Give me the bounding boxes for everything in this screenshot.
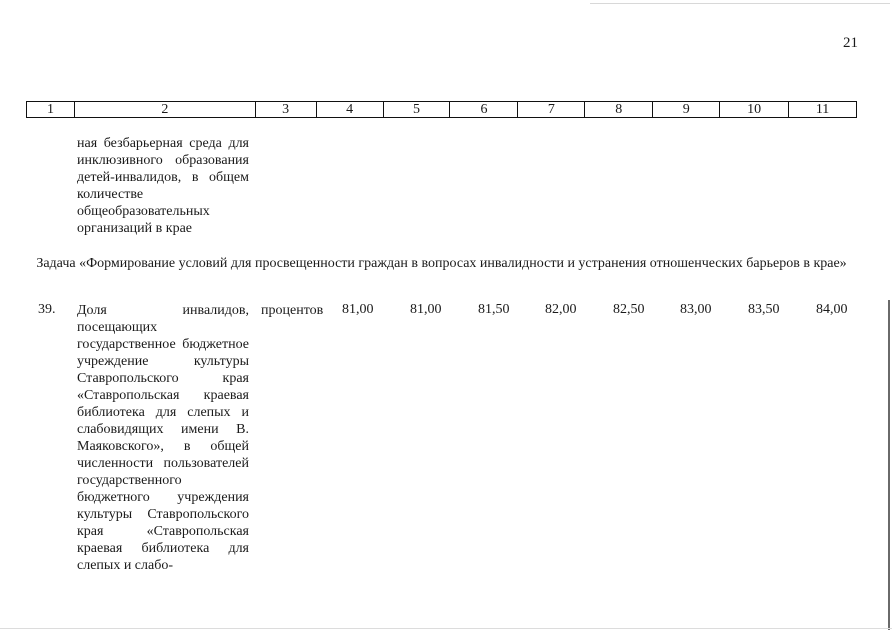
bottom-edge-line [0, 628, 892, 629]
value-cell: 82,50 [613, 302, 645, 317]
row-number: 39. [38, 302, 56, 317]
header-cell: 10 [720, 102, 789, 117]
top-edge-line [590, 3, 890, 4]
scan-right-edge [888, 300, 890, 630]
header-cell: 11 [815, 102, 830, 117]
value-cell: 81,00 [342, 302, 374, 317]
section-title: Задача «Формирование условий для просвещенности граждан в вопросах инвалидности и устранения отношенческих барьеров в крае» [36, 256, 847, 271]
continuation-text: ная безбарьерная среда для инклюзивного образования детей-инвалидов, в общем количестве общеобразовательных организаций в крае [77, 136, 249, 236]
table-header-row [26, 101, 857, 118]
value-cell: 82,00 [545, 302, 577, 317]
value-cell: 84,00 [816, 302, 848, 317]
header-cell: 9 [653, 102, 720, 117]
header-cell: 2 [75, 102, 256, 117]
indicator-text: Доля инвалидов, посещающих государственное бюджетное учреждение культуры Ставропольского края «Ставропольская краевая библиотека для слепых и слабовидящих имени В. Маяковского», в общей численности пользователей государственного бюджетного учреждения культуры Ставропольского края «Ставропольская краевая библиотека для слепых и слабо- [77, 303, 249, 573]
header-cell: 6 [450, 102, 518, 117]
value-cell: 81,00 [410, 302, 442, 317]
value-cell: 83,50 [748, 302, 780, 317]
header-cell: 3 [256, 102, 317, 117]
header-cell: 5 [384, 102, 451, 117]
value-cell: 81,50 [478, 302, 510, 317]
header-cell: 8 [585, 102, 653, 117]
unit-cell: процентов [261, 303, 324, 318]
page-number: 21 [843, 35, 858, 51]
value-cell: 83,00 [680, 302, 712, 317]
header-cell: 7 [518, 102, 585, 117]
header-cell: 4 [317, 102, 384, 117]
header-cell: 1 [27, 102, 75, 117]
